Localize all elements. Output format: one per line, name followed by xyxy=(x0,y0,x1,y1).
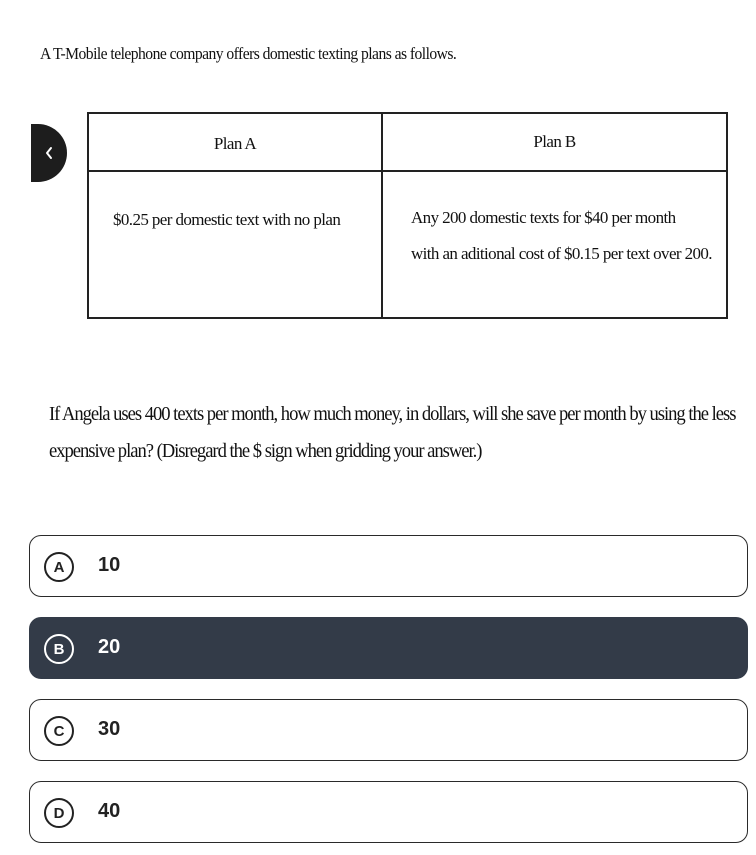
option-letter-badge: C xyxy=(44,716,74,746)
question-line: If Angela uses 400 texts per month, how much money, in dollars, will she save per month by using the less xyxy=(49,403,736,425)
chevron-left-icon xyxy=(43,145,55,161)
answer-option-c[interactable] xyxy=(29,699,748,761)
plan-a-description: $0.25 per domestic text with no plan xyxy=(113,210,341,229)
option-letter-badge: D xyxy=(44,798,74,828)
option-text: 40 xyxy=(98,800,121,822)
answer-option-d[interactable] xyxy=(29,781,748,843)
plan-b-description-line-1: Any 200 domestic texts for $40 per month xyxy=(411,208,676,227)
option-text: 10 xyxy=(98,554,121,576)
plans-table xyxy=(87,112,728,319)
option-text: 30 xyxy=(98,718,121,740)
plan-b-description-line-2: with an aditional cost of $0.15 per text over 200. xyxy=(411,244,712,263)
question-text xyxy=(49,396,736,470)
option-letter-badge: A xyxy=(44,552,74,582)
answer-option-a[interactable] xyxy=(29,535,748,597)
question-line: expensive plan? (Disregard the $ sign when gridding your answer.) xyxy=(49,440,482,462)
table-header-plan-b: Plan B xyxy=(533,132,576,151)
answer-option-b[interactable] xyxy=(29,617,748,679)
table-row-divider xyxy=(89,170,726,172)
table-header-plan-a: Plan A xyxy=(213,134,257,153)
option-text: 20 xyxy=(98,636,121,658)
question-intro: A T-Mobile telephone company offers domestic texting plans as follows. xyxy=(40,44,457,63)
back-button[interactable] xyxy=(31,124,67,182)
option-letter-badge: B xyxy=(44,634,74,664)
